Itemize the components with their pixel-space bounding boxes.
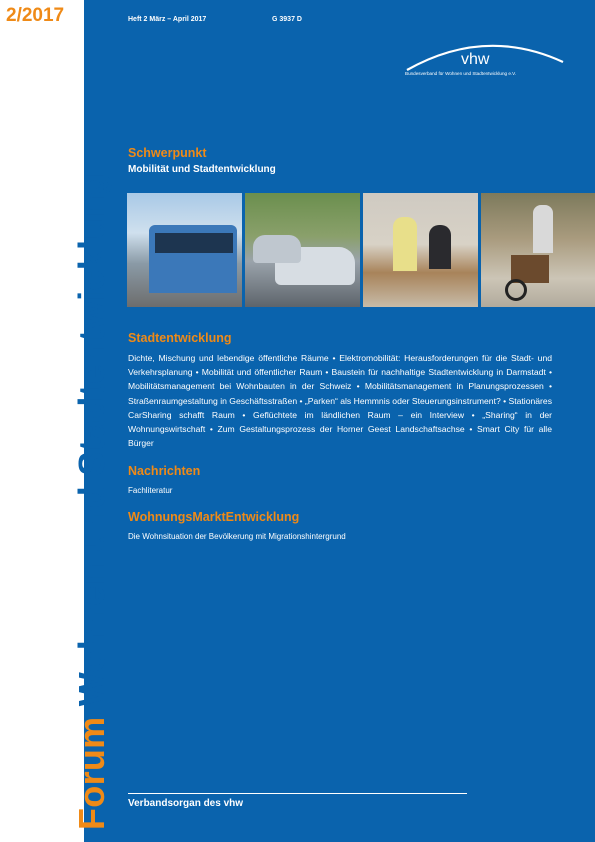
photo-strip [127,193,595,307]
issue-number: 2/2017 [6,5,65,26]
tram-photo [127,193,242,307]
edition-info: Heft 2 März – April 2017 [128,16,207,23]
vertical-title [71,173,113,830]
vhw-logo [405,34,565,86]
section-heading-wohnungsmarkt: WohnungsMarktEntwicklung [128,510,300,524]
title-forum: Forum [71,716,112,830]
section-text-nachrichten: Fachliteratur [128,486,173,495]
logo-subtitle: Bundesverband für Wohnen und Stadtentwicklung e.V. [405,71,517,76]
people-bench-photo [363,193,478,307]
section-text-stadtentwicklung: Dichte, Mischung und lebendige öffentliche Räume • Elektromobilität: Herausforderungen für die Stadt- und Verkehrsplanung • Mobilität und öffentlicher Raum • Baustein für nachhaltige Stadtentwicklung in Darmstadt • Mobilitätsmanagement bei Wohnbauten in der Schweiz • Mobilitätsmanagement in Planungsprozessen • Straßenraumgestaltung in Geschäftsstraßen • „Parken“ als Hemmnis oder Steuerungsinstrument? • Stationäres CarSharing schafft Raum • Geflüchtete im ländlichen Raum – ein Interview • „Sharing“ in der Wohnungswirtschaft • Zum Gestaltungsprozess der Horner Geest Landschaftsachse • Smart City für alle Bürger [128,353,552,449]
issn-code: G 3937 D [272,16,302,23]
title-main: Wohnen und Stadtentwicklung [71,172,112,707]
cargo-bike-photo [481,193,595,307]
focus-heading: Schwerpunkt [128,146,207,160]
footer-text: Verbandsorgan des vhw [128,798,244,809]
section-heading-stadtentwicklung: Stadtentwicklung [128,331,232,345]
logo-text: vhw [461,51,490,68]
section-heading-nachrichten: Nachrichten [128,464,201,478]
footer-divider [128,793,467,794]
cars-photo [245,193,360,307]
section-text-wohnungsmarkt: Die Wohnsituation der Bevölkerung mit Migrationshintergrund [128,532,346,541]
focus-subheading: Mobilität und Stadtentwicklung [128,164,276,175]
